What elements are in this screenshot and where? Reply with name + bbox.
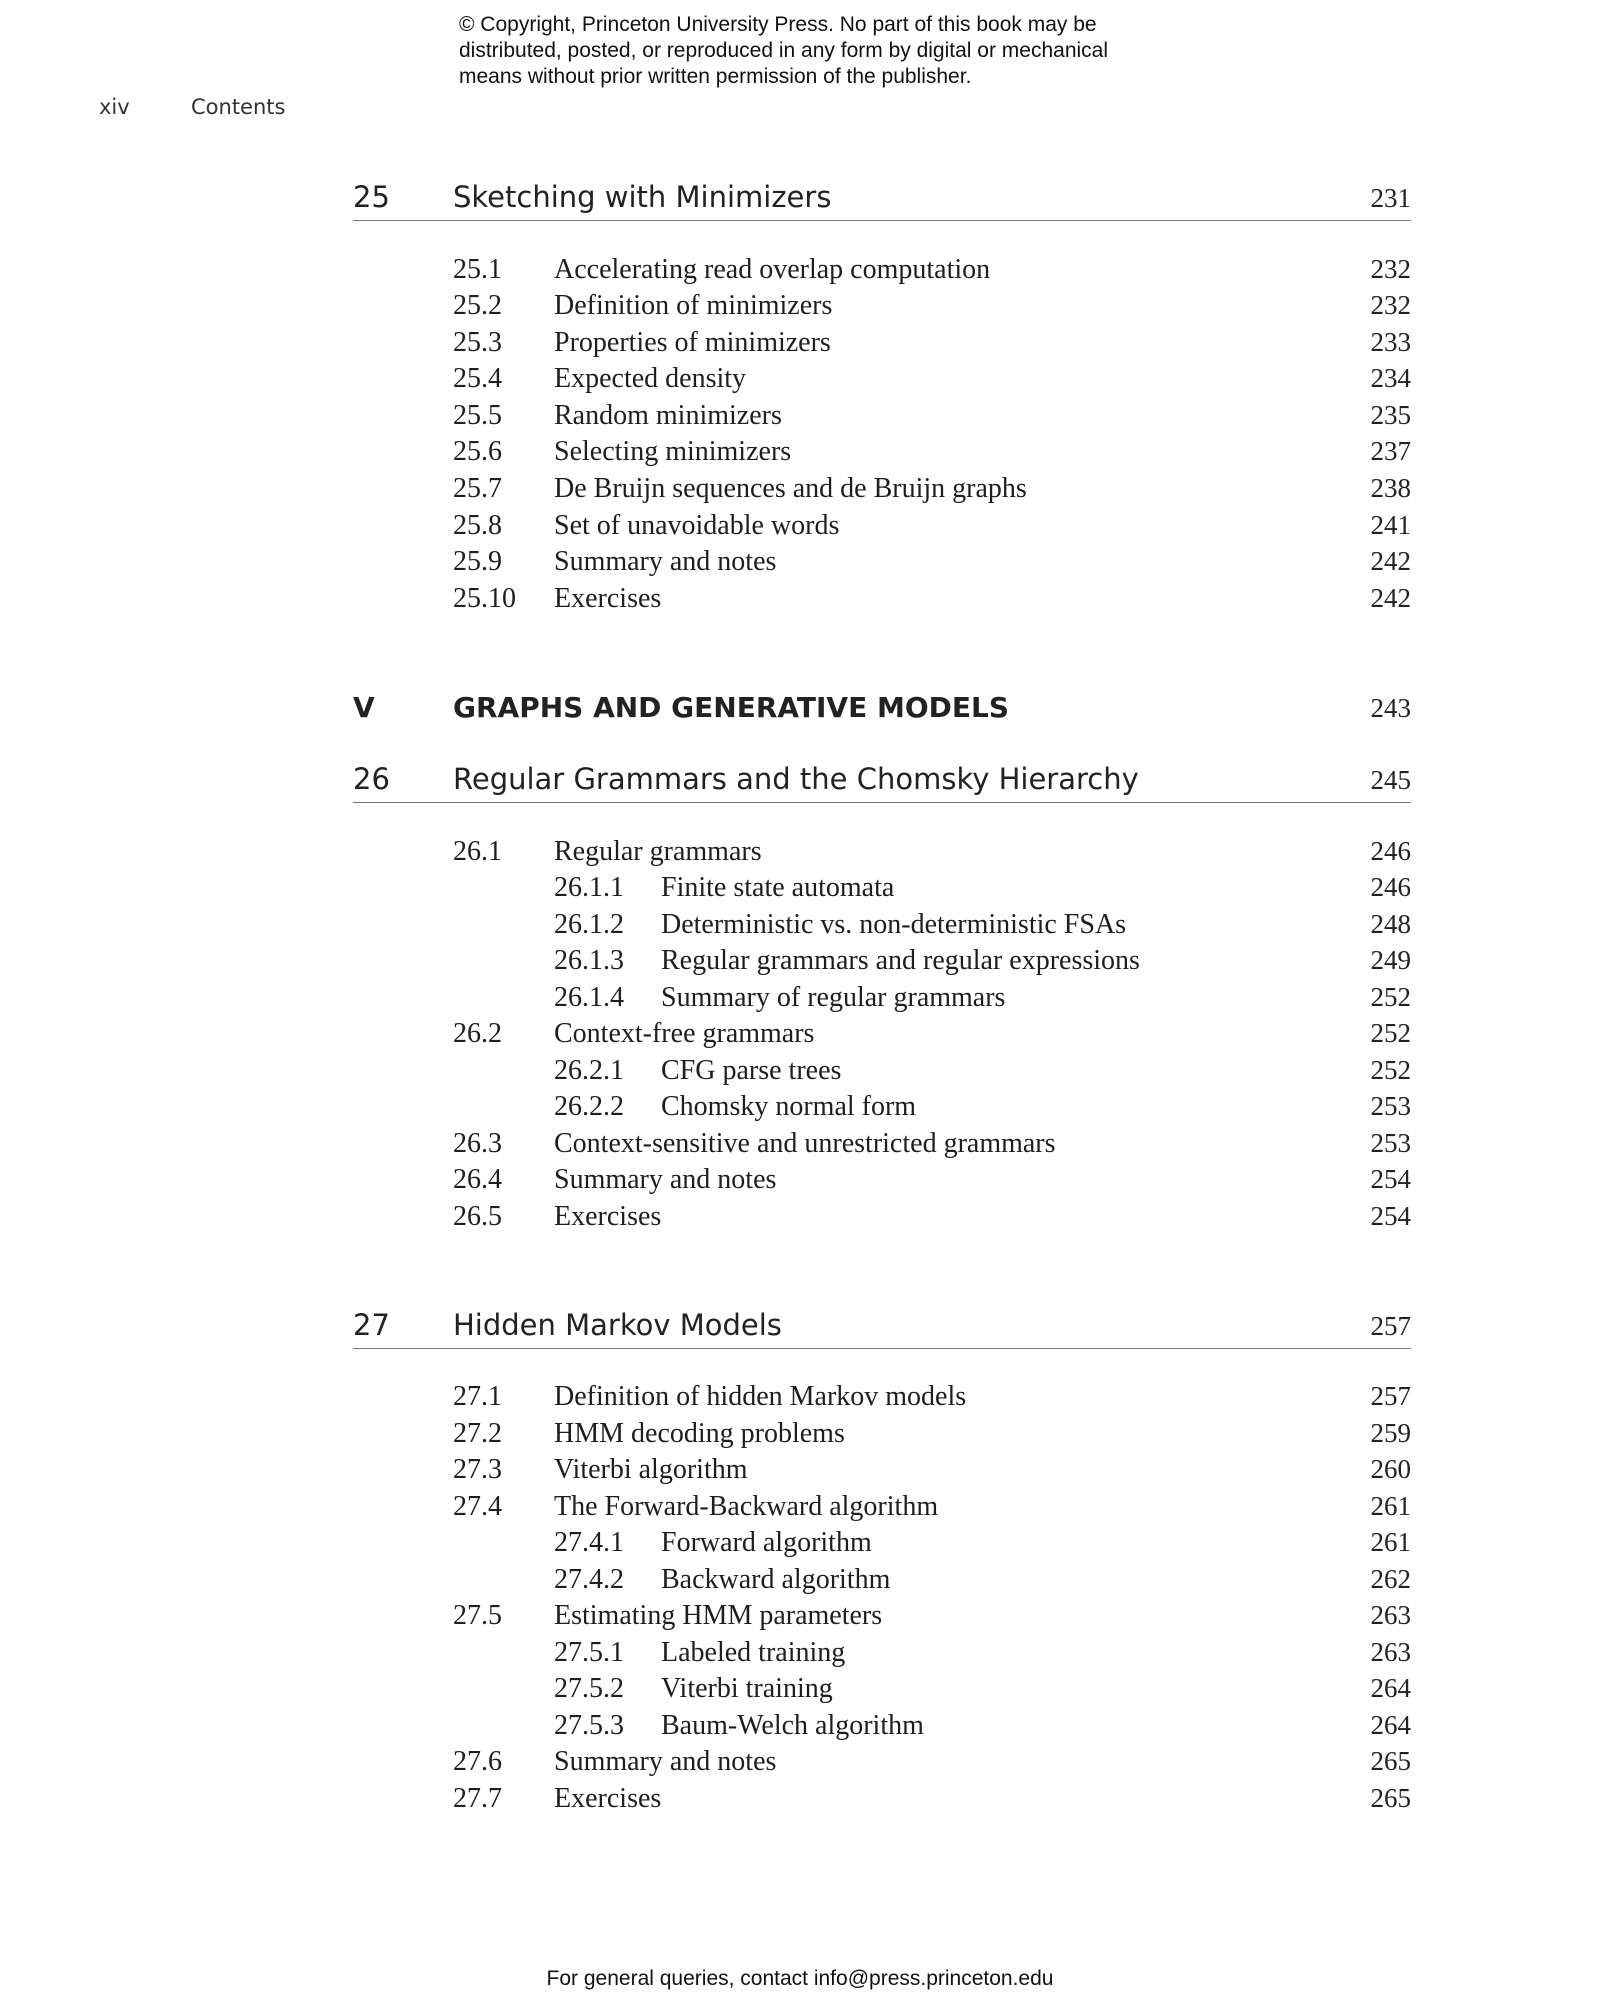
subsection-title: Deterministic vs. non-deterministic FSAs bbox=[661, 909, 1127, 940]
chapter-title: Regular Grammars and the Chomsky Hierarchy bbox=[453, 762, 1139, 796]
subsection-number: 26.2.2 bbox=[554, 1091, 624, 1122]
subsection-page: 246 bbox=[1370, 872, 1411, 902]
subsection-title: Chomsky normal form bbox=[661, 1091, 917, 1122]
toc-subentry[interactable] bbox=[353, 1673, 1411, 1709]
subsection-title: Regular grammars and regular expressions bbox=[661, 945, 1140, 976]
toc-entry[interactable] bbox=[353, 1491, 1411, 1527]
section-page: 232 bbox=[1370, 254, 1411, 284]
section-title: Summary and notes bbox=[554, 1164, 777, 1195]
footer-contact: For general queries, contact info@press.princeton.edu bbox=[546, 1967, 1054, 1990]
section-title: Expected density bbox=[554, 363, 747, 394]
section-number: 26.4 bbox=[453, 1164, 502, 1195]
toc-subentry[interactable] bbox=[353, 982, 1411, 1018]
chapter-title: Hidden Markov Models bbox=[453, 1308, 782, 1342]
subsection-title: Backward algorithm bbox=[661, 1564, 891, 1595]
toc-entry[interactable] bbox=[353, 1164, 1411, 1200]
section-number: 27.2 bbox=[453, 1418, 502, 1449]
toc-subentry[interactable] bbox=[353, 1710, 1411, 1746]
section-title: Estimating HMM parameters bbox=[554, 1600, 883, 1631]
toc-entry[interactable] bbox=[353, 400, 1411, 436]
part-heading[interactable] bbox=[353, 684, 1411, 724]
subsection-number: 27.4.2 bbox=[554, 1564, 624, 1595]
section-page: 233 bbox=[1370, 327, 1411, 357]
section-page: 234 bbox=[1370, 363, 1411, 393]
subsection-page: 248 bbox=[1370, 909, 1411, 939]
subsection-title: CFG parse trees bbox=[661, 1055, 842, 1086]
toc-entry[interactable] bbox=[353, 836, 1411, 872]
section-title: Definition of hidden Markov models bbox=[554, 1381, 967, 1412]
section-page: 242 bbox=[1370, 583, 1411, 613]
toc-entry[interactable] bbox=[353, 1746, 1411, 1782]
section-page: 254 bbox=[1370, 1201, 1411, 1231]
toc-entry[interactable] bbox=[353, 1201, 1411, 1237]
toc-subentry[interactable] bbox=[353, 945, 1411, 981]
toc-entry[interactable] bbox=[353, 1418, 1411, 1454]
subsection-number: 26.1.3 bbox=[554, 945, 624, 976]
section-number: 26.1 bbox=[453, 836, 502, 867]
subsection-number: 26.1.2 bbox=[554, 909, 624, 940]
toc-entry[interactable] bbox=[353, 254, 1411, 290]
section-number: 25.6 bbox=[453, 436, 502, 467]
section-title: HMM decoding problems bbox=[554, 1418, 845, 1449]
subsection-title: Forward algorithm bbox=[661, 1527, 872, 1558]
subsection-page: 263 bbox=[1370, 1637, 1411, 1667]
subsection-number: 27.5.2 bbox=[554, 1673, 624, 1704]
toc-entry[interactable] bbox=[353, 1600, 1411, 1636]
chapter-title: Sketching with Minimizers bbox=[453, 180, 832, 214]
section-number: 27.5 bbox=[453, 1600, 502, 1631]
section-title: Viterbi algorithm bbox=[554, 1454, 748, 1485]
chapter-heading[interactable] bbox=[353, 1300, 1411, 1349]
toc-subentry[interactable] bbox=[353, 1564, 1411, 1600]
section-title: Definition of minimizers bbox=[554, 290, 833, 321]
chapter-number: 25 bbox=[353, 180, 390, 214]
section-number: 25.2 bbox=[453, 290, 502, 321]
section-number: 25.10 bbox=[453, 583, 516, 614]
subsection-number: 26.1.4 bbox=[554, 982, 624, 1013]
section-page: 238 bbox=[1370, 473, 1411, 503]
subsection-page: 264 bbox=[1370, 1710, 1411, 1740]
section-title: The Forward-Backward algorithm bbox=[554, 1491, 939, 1522]
section-number: 25.4 bbox=[453, 363, 502, 394]
section-number: 25.5 bbox=[453, 400, 502, 431]
section-title: Properties of minimizers bbox=[554, 327, 831, 358]
toc-subentry[interactable] bbox=[353, 1091, 1411, 1127]
chapter-heading[interactable] bbox=[353, 754, 1411, 803]
toc-entry[interactable] bbox=[353, 436, 1411, 472]
subsection-page: 249 bbox=[1370, 945, 1411, 975]
toc-subentry[interactable] bbox=[353, 1527, 1411, 1563]
subsection-number: 27.5.3 bbox=[554, 1710, 624, 1741]
section-title: De Bruijn sequences and de Bruijn graphs bbox=[554, 473, 1027, 504]
toc-entry[interactable] bbox=[353, 473, 1411, 509]
toc-subentry[interactable] bbox=[353, 1055, 1411, 1091]
subsection-title: Viterbi training bbox=[661, 1673, 833, 1704]
toc-entry[interactable] bbox=[353, 363, 1411, 399]
section-page: 257 bbox=[1370, 1381, 1411, 1411]
section-page: 232 bbox=[1370, 290, 1411, 320]
subsection-page: 261 bbox=[1370, 1527, 1411, 1557]
section-page: 265 bbox=[1370, 1783, 1411, 1813]
section-page: 242 bbox=[1370, 546, 1411, 576]
running-head-title: Contents bbox=[191, 95, 286, 119]
copyright-notice: © Copyright, Princeton University Press. No part of this book may be distributed, posted, or reproduced in any form by digital or mechanical means without prior written permission of the publisher. bbox=[459, 13, 1109, 88]
toc-entry[interactable] bbox=[353, 1783, 1411, 1819]
section-page: 265 bbox=[1370, 1746, 1411, 1776]
toc-entry[interactable] bbox=[353, 327, 1411, 363]
section-number: 27.3 bbox=[453, 1454, 502, 1485]
section-number: 25.3 bbox=[453, 327, 502, 358]
section-title: Context-free grammars bbox=[554, 1018, 815, 1049]
section-page: 246 bbox=[1370, 836, 1411, 866]
section-number: 25.7 bbox=[453, 473, 502, 504]
subsection-title: Baum-Welch algorithm bbox=[661, 1710, 924, 1741]
section-page: 237 bbox=[1370, 436, 1411, 466]
subsection-title: Summary of regular grammars bbox=[661, 982, 1006, 1013]
subsection-number: 27.4.1 bbox=[554, 1527, 624, 1558]
section-title: Regular grammars bbox=[554, 836, 762, 867]
toc-entry[interactable] bbox=[353, 583, 1411, 619]
section-page: 261 bbox=[1370, 1491, 1411, 1521]
section-number: 26.3 bbox=[453, 1128, 502, 1159]
section-page: 254 bbox=[1370, 1164, 1411, 1194]
toc-subentry[interactable] bbox=[353, 872, 1411, 908]
toc-entry[interactable] bbox=[353, 510, 1411, 546]
section-title: Summary and notes bbox=[554, 546, 777, 577]
section-title: Random minimizers bbox=[554, 400, 782, 431]
part-number: V bbox=[353, 691, 375, 724]
chapter-page: 257 bbox=[1370, 1311, 1411, 1341]
section-page: 263 bbox=[1370, 1600, 1411, 1630]
chapter-number: 27 bbox=[353, 1308, 390, 1342]
section-title: Selecting minimizers bbox=[554, 436, 792, 467]
section-number: 26.2 bbox=[453, 1018, 502, 1049]
part-page: 243 bbox=[1370, 693, 1411, 723]
toc-entry[interactable] bbox=[353, 546, 1411, 582]
section-page: 241 bbox=[1370, 510, 1411, 540]
toc-subentry[interactable] bbox=[353, 1637, 1411, 1673]
subsection-number: 27.5.1 bbox=[554, 1637, 624, 1668]
section-title: Context-sensitive and unrestricted grammars bbox=[554, 1128, 1056, 1159]
section-title: Accelerating read overlap computation bbox=[554, 254, 991, 285]
section-title: Set of unavoidable words bbox=[554, 510, 840, 541]
section-page: 235 bbox=[1370, 400, 1411, 430]
toc-entry[interactable] bbox=[353, 1128, 1411, 1164]
section-page: 260 bbox=[1370, 1454, 1411, 1484]
section-number: 25.9 bbox=[453, 546, 502, 577]
section-number: 25.1 bbox=[453, 254, 502, 285]
subsection-number: 26.2.1 bbox=[554, 1055, 624, 1086]
toc-entry[interactable] bbox=[353, 1454, 1411, 1490]
section-title: Exercises bbox=[554, 1783, 662, 1814]
subsection-title: Labeled training bbox=[661, 1637, 846, 1668]
subsection-number: 26.1.1 bbox=[554, 872, 624, 903]
section-title: Exercises bbox=[554, 583, 662, 614]
toc-entry[interactable] bbox=[353, 1381, 1411, 1417]
section-page: 252 bbox=[1370, 1018, 1411, 1048]
section-number: 25.8 bbox=[453, 510, 502, 541]
subsection-page: 262 bbox=[1370, 1564, 1411, 1594]
toc-entry[interactable] bbox=[353, 290, 1411, 326]
section-number: 27.1 bbox=[453, 1381, 502, 1412]
section-number: 27.6 bbox=[453, 1746, 502, 1777]
part-title: GRAPHS AND GENERATIVE MODELS bbox=[453, 691, 1010, 724]
subsection-title: Finite state automata bbox=[661, 872, 895, 903]
running-head-page-number: xiv bbox=[99, 95, 130, 119]
section-title: Exercises bbox=[554, 1201, 662, 1232]
subsection-page: 252 bbox=[1370, 982, 1411, 1012]
section-title: Summary and notes bbox=[554, 1746, 777, 1777]
section-number: 27.4 bbox=[453, 1491, 502, 1522]
subsection-page: 264 bbox=[1370, 1673, 1411, 1703]
section-number: 26.5 bbox=[453, 1201, 502, 1232]
chapter-page: 245 bbox=[1370, 765, 1411, 795]
subsection-page: 252 bbox=[1370, 1055, 1411, 1085]
toc-subentry[interactable] bbox=[353, 909, 1411, 945]
chapter-number: 26 bbox=[353, 762, 390, 796]
chapter-heading[interactable] bbox=[353, 172, 1411, 221]
section-number: 27.7 bbox=[453, 1783, 502, 1814]
section-page: 253 bbox=[1370, 1128, 1411, 1158]
subsection-page: 253 bbox=[1370, 1091, 1411, 1121]
section-page: 259 bbox=[1370, 1418, 1411, 1448]
toc-entry[interactable] bbox=[353, 1018, 1411, 1054]
chapter-page: 231 bbox=[1370, 183, 1411, 213]
